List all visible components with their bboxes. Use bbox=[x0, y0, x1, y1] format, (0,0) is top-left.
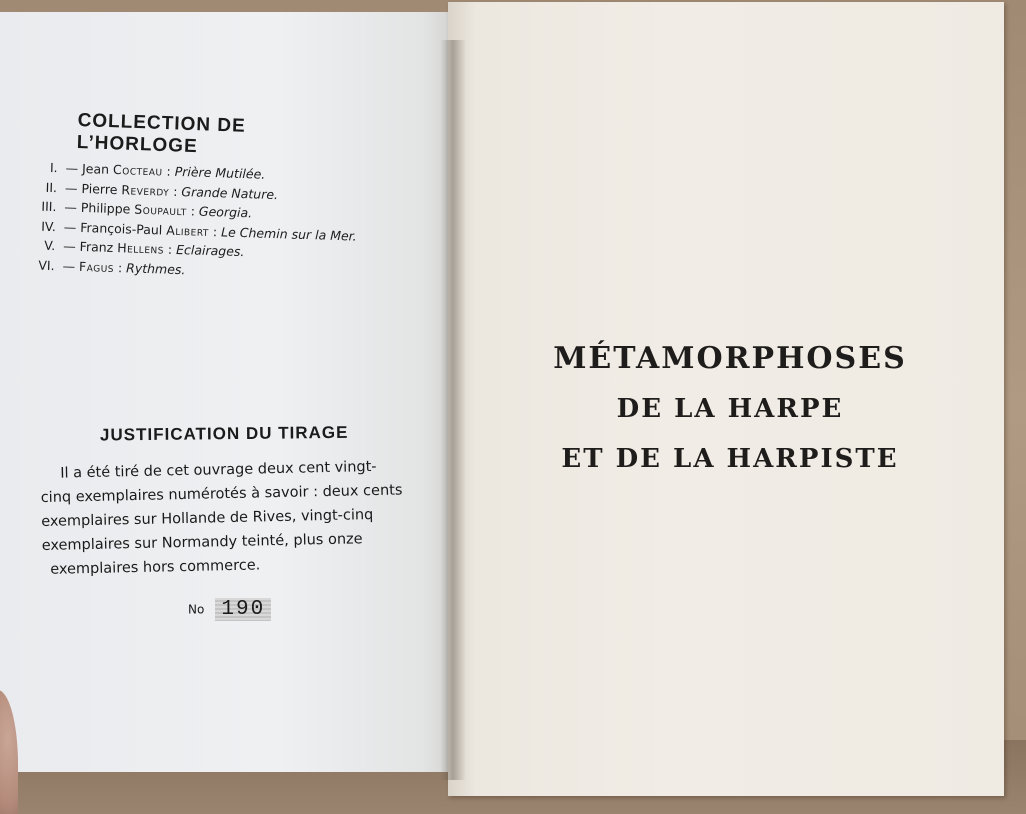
work-title: Eclairages. bbox=[175, 241, 245, 260]
work-title: Rythmes. bbox=[125, 259, 186, 277]
author-first-name: Pierre bbox=[81, 180, 118, 197]
item-dash: — bbox=[64, 199, 78, 215]
item-dash: — bbox=[62, 257, 76, 274]
item-number: IV. bbox=[41, 218, 57, 234]
author-last-name: Hellens bbox=[116, 240, 165, 257]
book-title bbox=[520, 334, 940, 484]
collection-title: COLLECTION DE L’HORLOGE bbox=[76, 110, 247, 158]
book-gutter bbox=[440, 40, 466, 780]
item-number: V. bbox=[44, 237, 56, 254]
author-last-name: Reverdy bbox=[121, 181, 170, 199]
item-number: III. bbox=[41, 198, 57, 215]
copy-number-label: No bbox=[188, 602, 205, 617]
book-title-line: ET DE LA HARPISTE bbox=[561, 444, 899, 474]
author-first-name: François-Paul bbox=[80, 219, 163, 238]
book-title-line: MÉTAMORPHOSES bbox=[553, 341, 907, 376]
justification-line: exemplaires sur Hollande de Rives, vingt-cinq bbox=[41, 507, 374, 530]
list-item: VI. — Fagus : Rythmes. bbox=[16, 254, 396, 285]
item-number: I. bbox=[49, 159, 58, 176]
list-item: III. — Philippe Soupault : Georgia. bbox=[18, 196, 398, 227]
author-first-name: Franz bbox=[79, 238, 114, 255]
collection-list bbox=[16, 157, 399, 286]
list-item: I. — Jean Cocteau : Prière Mutilée. bbox=[19, 157, 399, 188]
book-title-line: DE LA HARPE bbox=[616, 394, 844, 424]
justification-line: exemplaires hors commerce. bbox=[50, 557, 261, 578]
item-number: VI. bbox=[38, 257, 55, 273]
work-title: Georgia. bbox=[198, 203, 253, 221]
item-dash: — bbox=[63, 218, 77, 235]
copy-number bbox=[188, 598, 271, 621]
work-title: Prière Mutilée. bbox=[174, 163, 266, 182]
list-item: IV. — François-Paul Alibert : Le Chemin sur la Mer. bbox=[18, 215, 398, 246]
item-number: II. bbox=[45, 179, 58, 195]
justification-text bbox=[40, 454, 432, 582]
justification-line: Il a été tiré de cet ouvrage deux cent vingt- bbox=[60, 458, 377, 482]
author-last-name: Soupault bbox=[134, 201, 188, 219]
copy-number-value: 190 bbox=[215, 598, 271, 621]
author-first-name: Philippe bbox=[80, 199, 131, 217]
item-dash: — bbox=[64, 179, 78, 196]
justification-line: cinq exemplaires numérotés à savoir : deux cents bbox=[40, 482, 403, 506]
item-dash: — bbox=[62, 238, 76, 254]
item-dash: — bbox=[65, 160, 79, 176]
author-first-name: Jean bbox=[81, 160, 110, 177]
author-last-name: Cocteau bbox=[112, 161, 163, 179]
justification-title: JUSTIFICATION DU TIRAGE bbox=[99, 422, 349, 445]
list-item: V. — Franz Hellens : Eclairages. bbox=[17, 235, 397, 266]
list-item: II. — Pierre Reverdy : Grande Nature. bbox=[19, 176, 399, 207]
work-title: Le Chemin sur la Mer. bbox=[220, 223, 357, 244]
work-title: Grande Nature. bbox=[181, 183, 279, 202]
author-last-name: Fagus bbox=[78, 258, 115, 275]
justification-line: exemplaires sur Normandy teinté, plus onze bbox=[41, 531, 363, 554]
author-last-name: Alibert bbox=[166, 222, 210, 239]
